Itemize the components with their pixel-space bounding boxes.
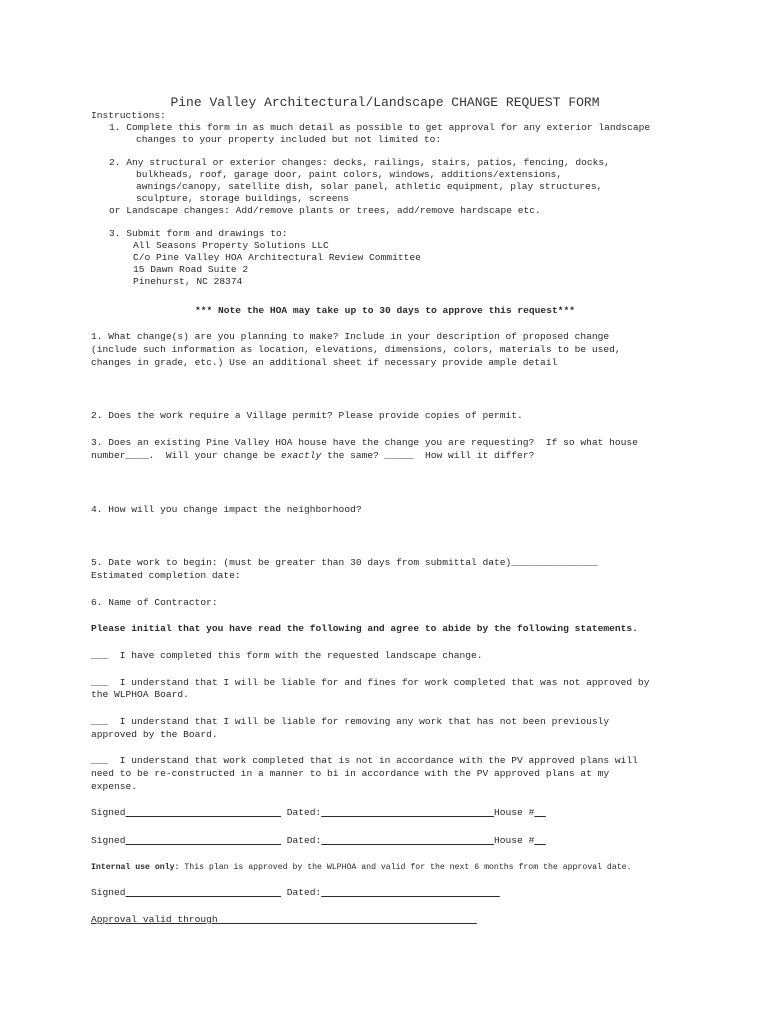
instructions-label: Instructions: [91,110,166,121]
internal-use-text: This plan is approved by the WLPHOA and valid for the next 6 months from the approval date. [179,863,632,872]
statement-3-line-1: ___ I understand that I will be liable for removing any work that has not been previously [91,716,610,727]
address-line-3: 15 Dawn Road Suite 2 [133,264,249,275]
form-title: Pine Valley Architectural/Landscape CHANGE REQUEST FORM [170,95,600,110]
statement-4-line-1: ___ I understand that work completed that is not in accordance with the PV approved plans will [91,755,638,766]
question-3-text-a: number____. Will your change be [91,450,281,461]
question-2: 2. Does the work require a Village permit? Please provide copies of permit. [91,410,523,421]
signature-row-1 [91,807,546,819]
dated-label: Dated: [286,887,322,898]
signed-label: Signed [91,807,126,818]
instruction-2-line-5: or Landscape changes: Add/remove plants or trees, add/remove hardscape etc. [109,205,541,216]
question-1-line-2: (include such information as location, elevations, dimensions, colors, materials to be used, [91,344,621,355]
internal-use-note [91,862,631,874]
question-1-line-1: 1. What change(s) are you planning to make? Include in your description of proposed change [91,331,610,342]
signed-label: Signed [91,835,126,846]
instruction-1-line-1: 1. Complete this form in as much detail as possible to get approval for any exterior landscape [109,122,651,133]
house-label: House # [494,807,535,818]
statement-4-line-3: expense. [91,781,138,792]
question-5-line-1: 5. Date work to begin: (must be greater than 30 days from submittal date)_______________ [91,557,598,568]
instruction-3-line-1: 3. Submit form and drawings to: [109,228,288,239]
question-3-line-2 [91,450,534,462]
address-line-4: Pinehurst, NC 28374 [133,276,243,287]
statement-2-line-2: the WLPHOA Board. [91,689,189,700]
agreement-heading: Please initial that you have read the following and agree to abide by the following statements. [91,623,638,634]
approval-valid-row [91,914,477,926]
instruction-2-line-3: awnings/canopy, satellite dish, solar panel, athletic equipment, play structures, [136,181,603,192]
question-3-text-b: the same? _____ How will it differ? [321,450,535,461]
statement-2-line-1: ___ I understand that I will be liable for and fines for work completed that was not approved by [91,677,650,688]
internal-use-label: Internal use only: [91,863,180,872]
signature-row-3 [91,887,500,899]
instruction-1-line-2: changes to your property included but not limited to: [136,134,442,145]
question-1-line-3: changes in grade, etc.) Use an additional sheet if necessary provide ample detail [91,357,558,368]
statement-3-line-2: approved by the Board. [91,729,218,740]
statement-1: ___ I have completed this form with the requested landscape change. [91,650,483,661]
statement-4-line-2: need to be re-constructed in a manner to bi in accordance with the PV approved plans at my [91,768,610,779]
instruction-2-line-4: sculpture, storage buildings, screens [136,193,350,204]
question-4: 4. How will you change impact the neighborhood? [91,504,362,515]
approval-time-note: *** Note the HOA may take up to 30 days to approve this request*** [195,305,575,316]
instruction-2-line-1: 2. Any structural or exterior changes: decks, railings, stairs, patios, fencing, docks, [109,157,610,168]
approval-valid-label: Approval valid through [91,914,218,925]
address-line-1: All Seasons Property Solutions LLC [133,240,329,251]
dated-label: Dated: [286,807,322,818]
signed-label: Signed [91,887,126,898]
question-3-line-1: 3. Does an existing Pine Valley HOA house have the change you are requesting? If so what house [91,437,638,448]
address-line-2: C/o Pine Valley HOA Architectural Review Committee [133,252,421,263]
question-6: 6. Name of Contractor: [91,597,218,608]
house-label: House # [494,835,535,846]
signature-row-2 [91,835,546,847]
question-5-line-2: Estimated completion date: [91,570,241,581]
instruction-2-line-2: bulkheads, roof, garage door, paint colors, windows, additions/extensions, [136,169,563,180]
dated-label: Dated: [286,835,322,846]
question-3-emphasis: exactly [281,450,322,461]
